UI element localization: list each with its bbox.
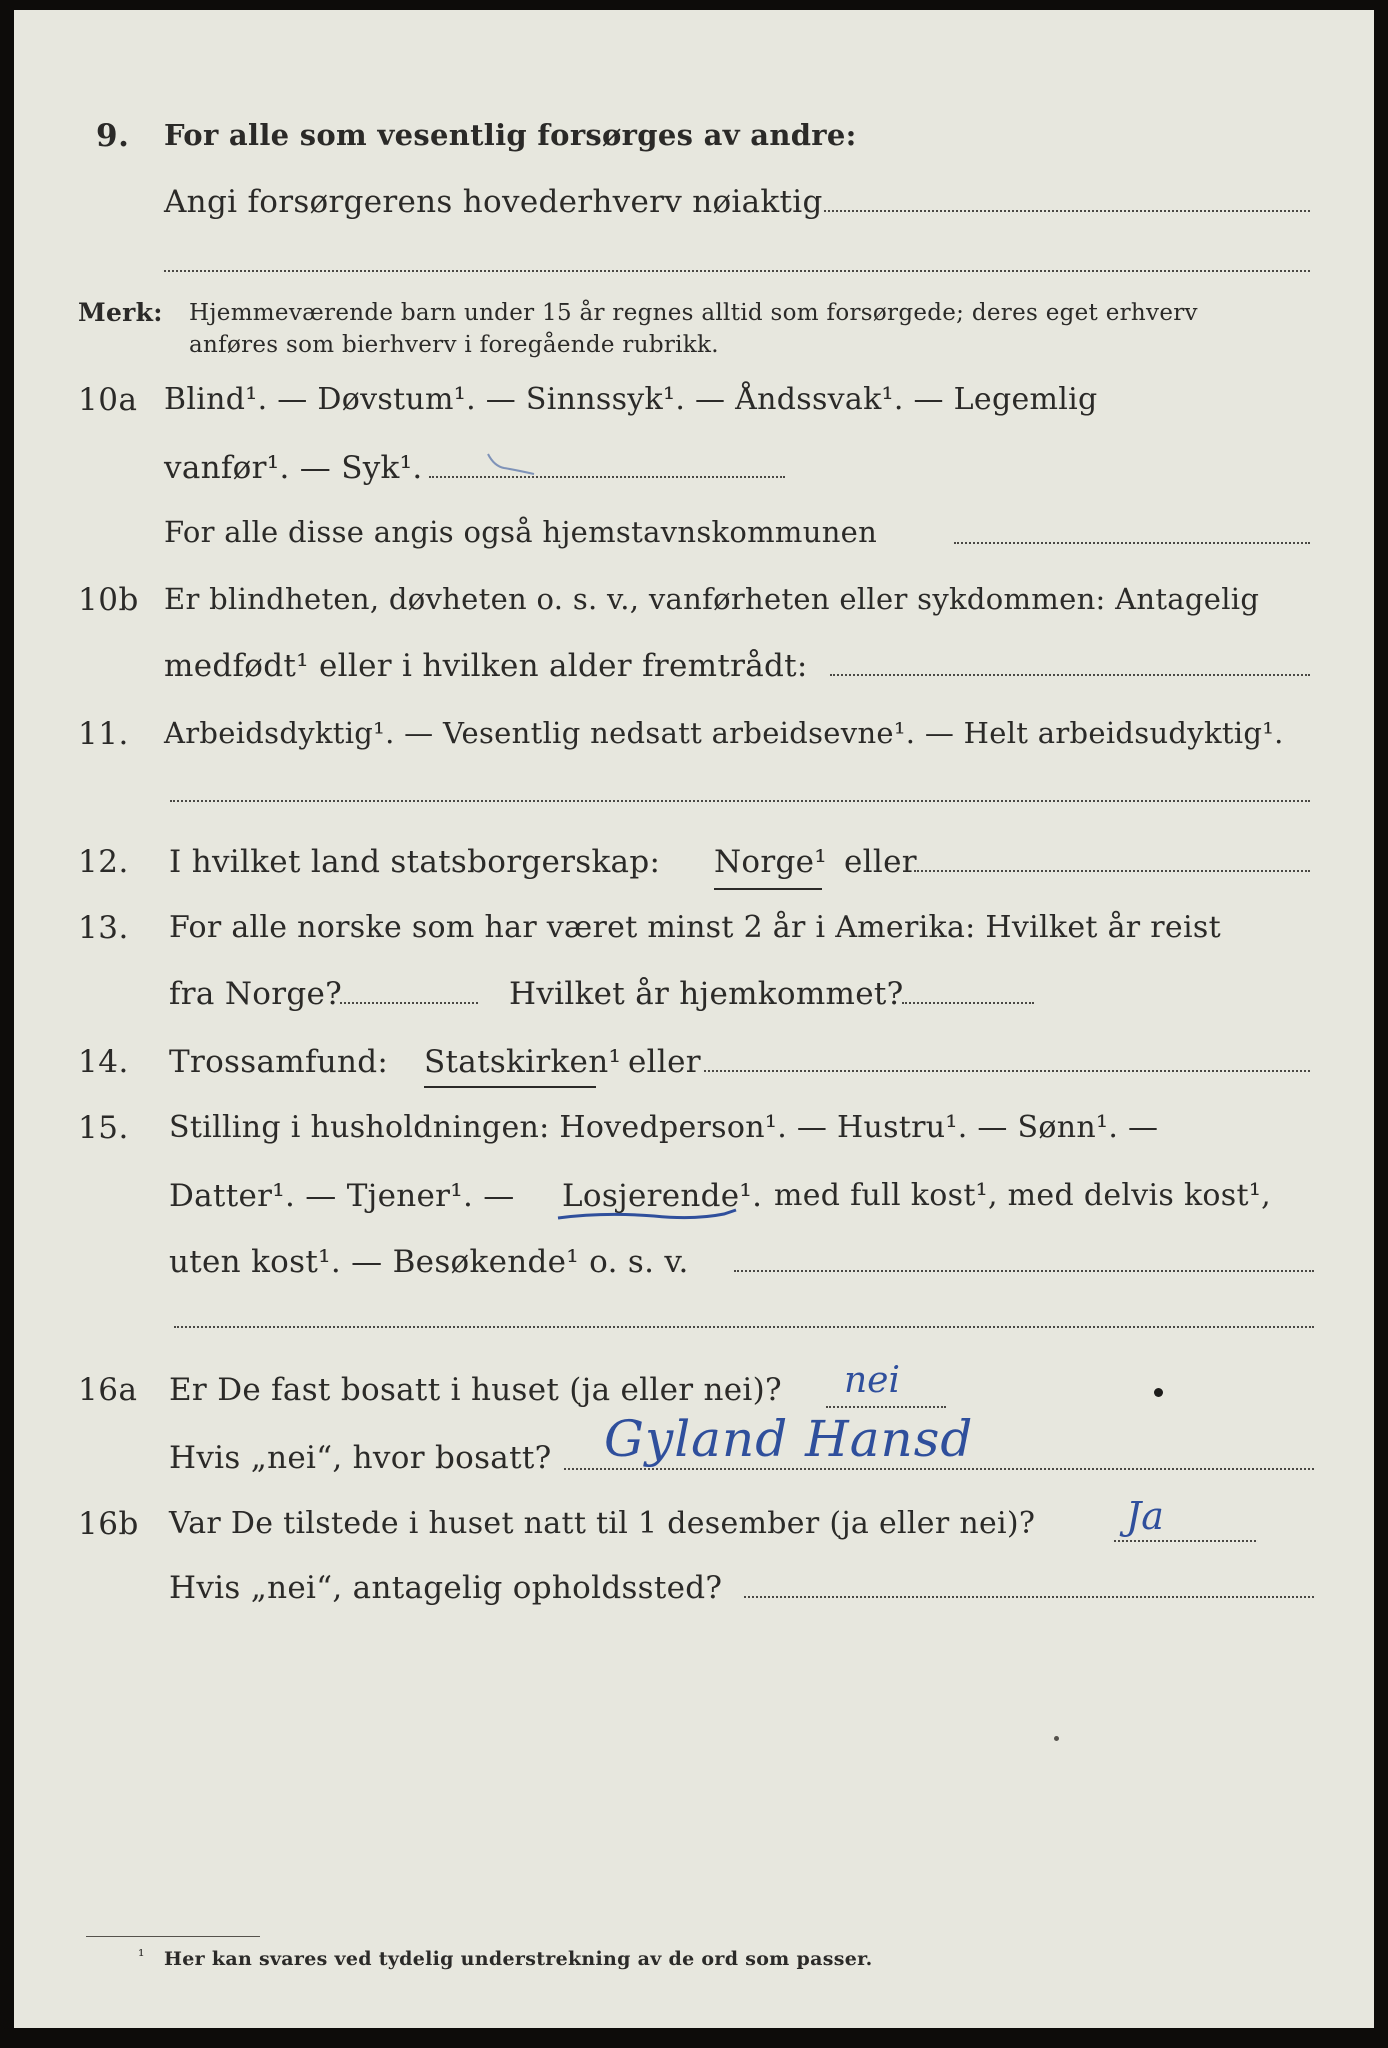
q10a-line2: vanfør¹. — Syk¹.: [164, 450, 423, 486]
q9-number: 9.: [96, 118, 130, 154]
q16b-number: 16b: [78, 1506, 139, 1542]
q11-line1: Arbeidsdyktig¹. — Vesentlig nedsatt arbeidsevne¹. — Helt arbeidsudyktig¹.: [164, 716, 1284, 750]
pencil-mark-icon: [484, 446, 544, 482]
footnote-mark: ¹: [138, 1946, 145, 1965]
q10b-number: 10b: [78, 582, 139, 618]
q15-line2-underlined: Losjerende¹.: [562, 1178, 763, 1214]
q14-underlined: Statskirken¹: [424, 1044, 622, 1080]
q12-answer-line: [914, 870, 1310, 872]
footnote-rule: [86, 1936, 260, 1937]
q10a-line1: Blind¹. — Døvstum¹. — Sinnssyk¹. — Åndssvak¹. — Legemlig: [164, 382, 1098, 417]
q12-underline: [714, 888, 822, 890]
q16b-answer2-line: [744, 1596, 1314, 1598]
q10b-line2: medfødt¹ eller i hvilken alder fremtrådt:: [164, 648, 808, 684]
q16a-answer2: Gyland Hansd: [604, 1410, 974, 1468]
q15-line3: uten kost¹. — Besøkende¹ o. s. v.: [169, 1244, 689, 1280]
q12-post: eller: [844, 844, 917, 880]
q15-line2a: Datter¹. — Tjener¹. —: [169, 1178, 515, 1214]
q13-hjem-line: [902, 1002, 1034, 1004]
q16b-line1: Var De tilstede i huset natt til 1 desember (ja eller nei)?: [169, 1506, 1036, 1541]
ink-underline-icon: [554, 1204, 744, 1228]
q16a-answer1: nei: [844, 1360, 901, 1401]
paper-speck: [1054, 1736, 1059, 1741]
q12-pre: I hvilket land statsborgerskap:: [169, 844, 661, 880]
q10a-number: 10a: [78, 382, 138, 418]
q14-post: eller: [628, 1044, 701, 1080]
q13-reist-line: [340, 1002, 478, 1004]
q16a-answer2-line: [564, 1468, 1314, 1470]
q12-number: 12.: [78, 844, 129, 880]
q15-line1: Stilling i husholdningen: Hovedperson¹. — Hustru¹. — Sønn¹. —: [169, 1110, 1159, 1145]
q16a-line2: Hvis „nei“, hvor bosatt?: [169, 1440, 552, 1476]
ink-dot: [1154, 1388, 1163, 1397]
q14-answer-line: [704, 1070, 1310, 1072]
q13-line2a: fra Norge?: [169, 976, 343, 1012]
q13-line1: For alle norske som har været minst 2 år i Amerika: Hvilket år reist: [169, 910, 1221, 945]
merk-line2: anføres som bierhverv i foregående rubrikk.: [189, 332, 719, 358]
q10a-syk-line: [429, 476, 785, 478]
q14-underline: [424, 1086, 596, 1088]
q9-answer-line: [824, 210, 1310, 212]
q9-line2: Angi forsørgerens hovederhverv nøiaktig: [164, 184, 823, 220]
q11-number: 11.: [78, 716, 129, 752]
q15-answer-line: [734, 1270, 1314, 1272]
q14-pre: Trossamfund:: [169, 1044, 389, 1080]
merk-line1: Hjemmeværende barn under 15 år regnes alltid som forsørgede; deres eget erhverv: [189, 300, 1198, 326]
q16a-number: 16a: [78, 1372, 138, 1408]
q16a-line1: Er De fast bosatt i huset (ja eller nei)?: [169, 1372, 782, 1408]
census-form-page: [14, 10, 1374, 2028]
q13-number: 13.: [78, 910, 129, 946]
q10a-kommune-line: [954, 542, 1310, 544]
q11-answer-line: [170, 800, 1310, 802]
q13-line2b: Hvilket år hjemkommet?: [509, 976, 904, 1012]
q16b-answer1: Ja: [1126, 1494, 1164, 1538]
q15-answer-line-2: [174, 1326, 1314, 1328]
footnote-text: Her kan svares ved tydelig understrekning av de ord som passer.: [164, 1948, 873, 1970]
q10a-line3: For alle disse angis også hjemstavnskommunen: [164, 515, 878, 549]
q10b-answer-line: [830, 674, 1310, 676]
q15-number: 15.: [78, 1110, 129, 1146]
q16a-answer1-line: [826, 1406, 946, 1408]
q9-title: For alle som vesentlig forsørges av andre:: [164, 118, 857, 152]
q16b-answer1-line: [1114, 1540, 1256, 1542]
q15-line2b: med full kost¹, med delvis kost¹,: [774, 1178, 1272, 1213]
q9-answer-line-2: [164, 270, 1310, 272]
q12-underlined: Norge¹: [714, 844, 828, 880]
merk-label: Merk:: [78, 298, 163, 327]
q16b-line2: Hvis „nei“, antagelig opholdssted?: [169, 1570, 723, 1606]
q10b-line1: Er blindheten, døvheten o. s. v., vanførheten eller sykdommen: Antagelig: [164, 582, 1260, 616]
q14-number: 14.: [78, 1044, 129, 1080]
